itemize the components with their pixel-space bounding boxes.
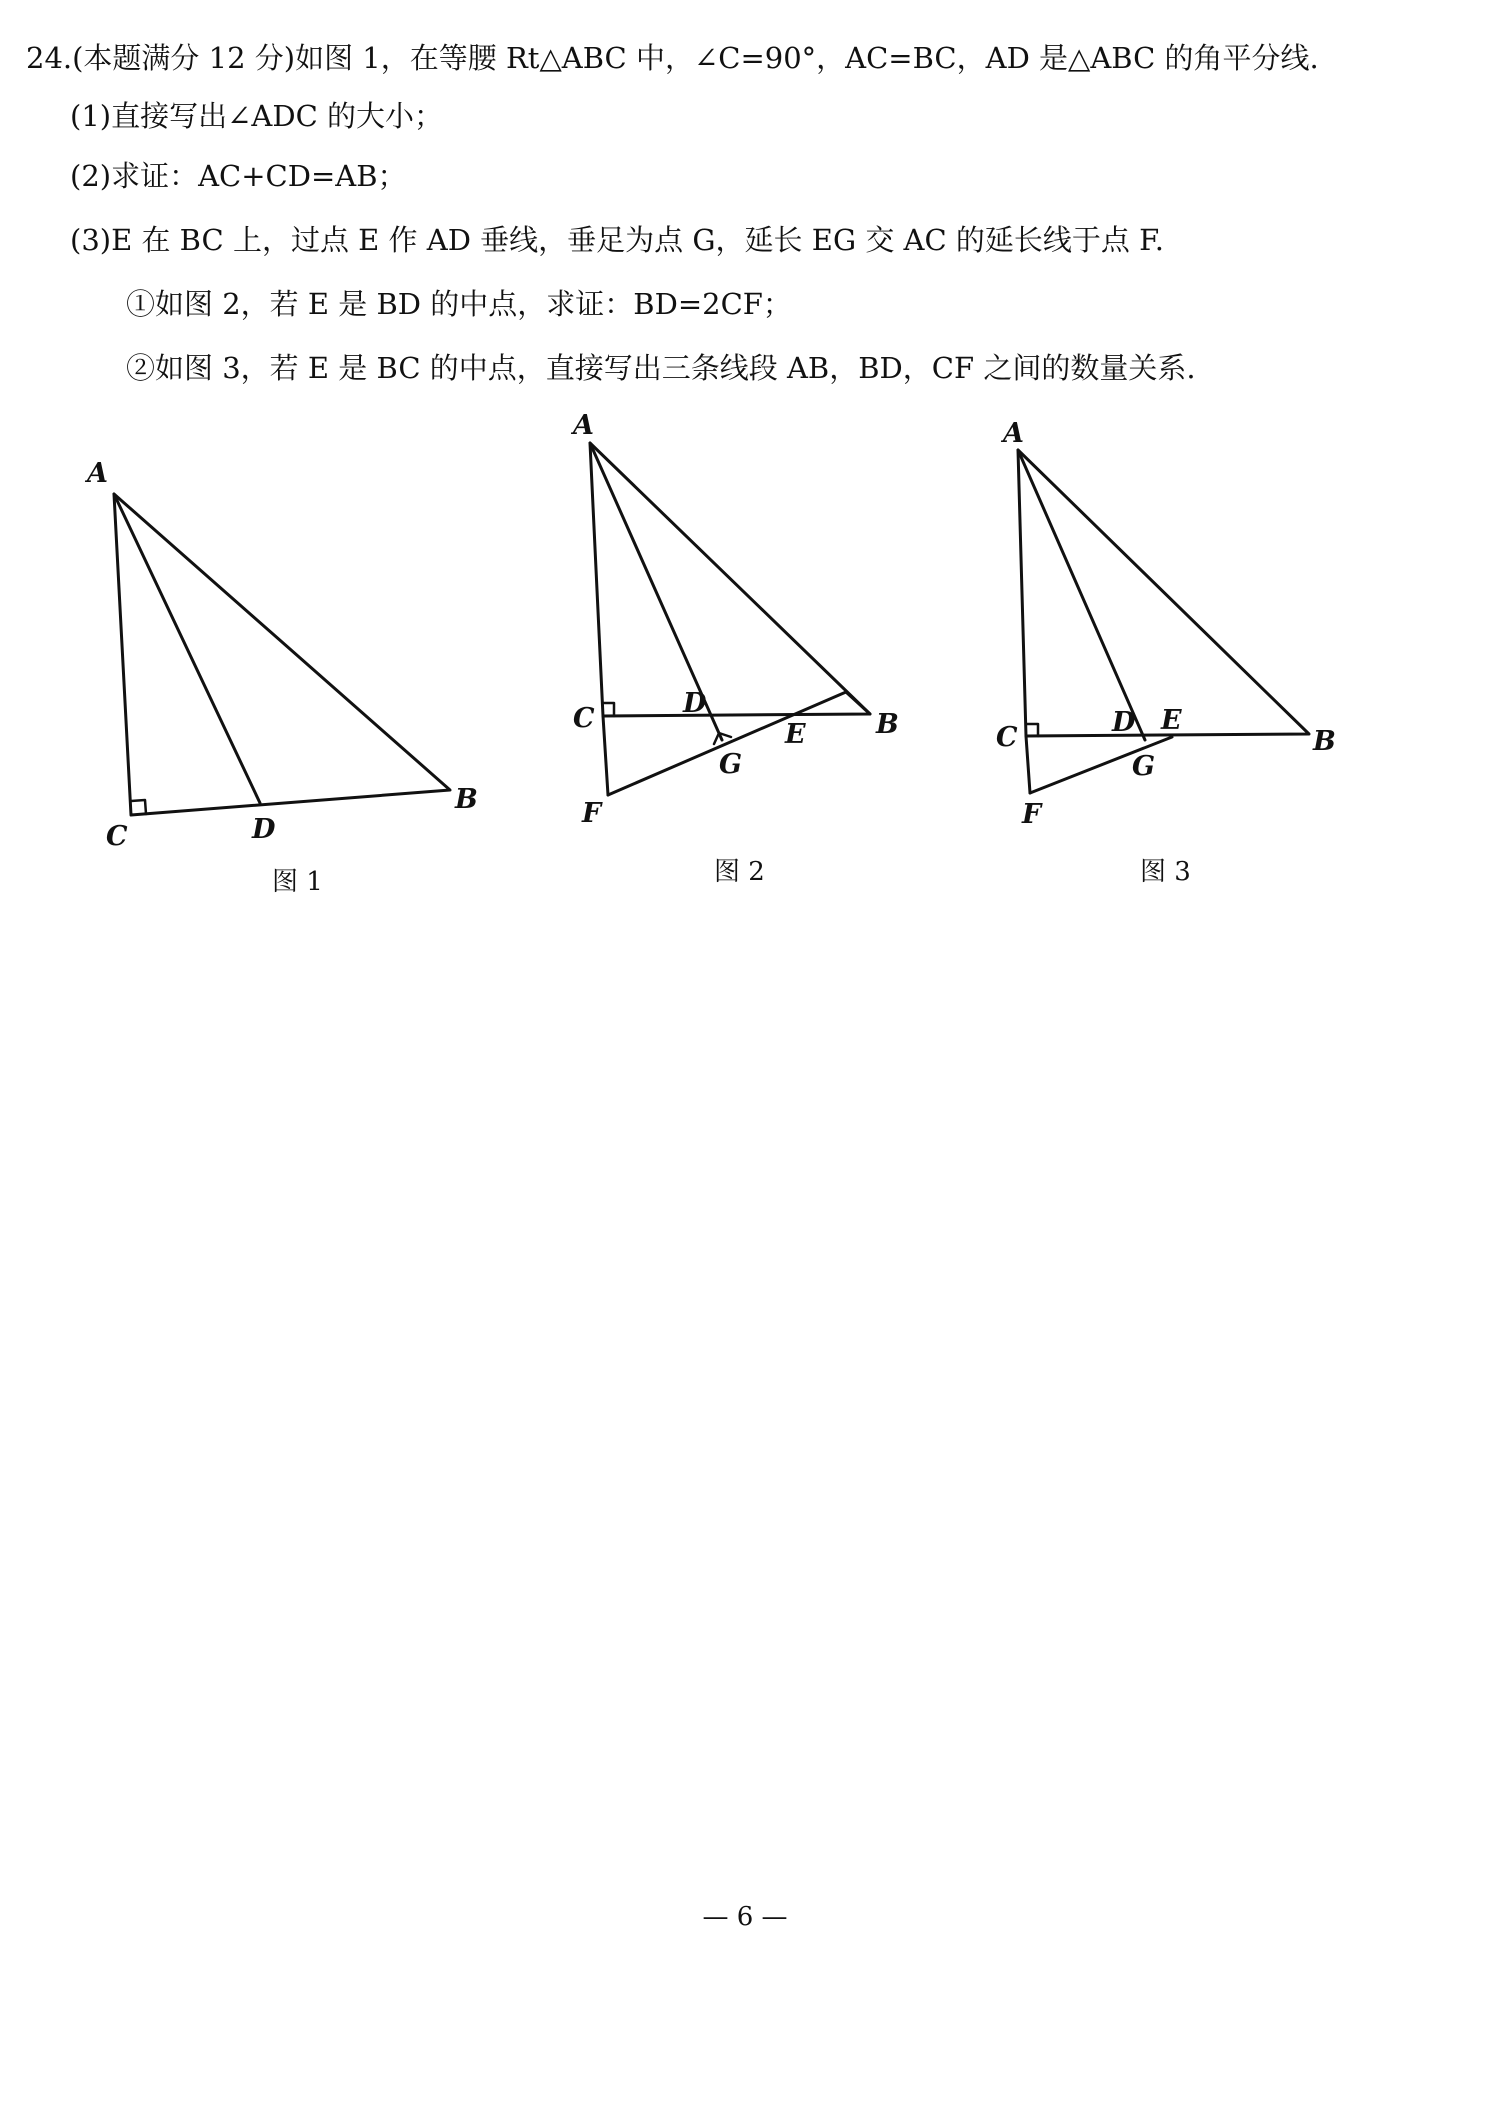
- fig1-label-c: C: [106, 821, 128, 852]
- fig1-bisector-ad: [114, 494, 260, 803]
- fig2-label-c: C: [573, 703, 595, 734]
- fig3-label-g: G: [1132, 751, 1156, 782]
- fig1-label-d: D: [252, 814, 276, 845]
- fig1-label-a: A: [87, 458, 108, 489]
- fig2-label-d: D: [683, 688, 707, 719]
- fig3-extension-cf: [1026, 736, 1030, 793]
- fig3-label-c: C: [996, 722, 1018, 753]
- page-number: — 6 —: [702, 1902, 788, 1932]
- fig3-triangle-abc: [1018, 450, 1309, 736]
- fig2-label-b: B: [876, 709, 899, 740]
- fig3-label-d: D: [1112, 707, 1136, 738]
- fig2-caption: 图 2: [714, 857, 765, 887]
- fig2-extension-cf: [603, 716, 608, 795]
- question-subpart-2: ②如图 3，若 E 是 BC 的中点，直接写出三条线段 AB，BD，CF 之间的数量关系.: [126, 351, 1196, 385]
- fig3-right-angle-c: [1026, 724, 1038, 736]
- fig3-label-a: A: [1003, 418, 1024, 449]
- figure-1-diagram: [114, 494, 450, 815]
- question-stem: 24.(本题满分 12 分)如图 1，在等腰 Rt△ABC 中，∠C=90°，AC=BC，AD 是△ABC 的角平分线.: [26, 41, 1319, 75]
- fig2-label-g: G: [719, 749, 743, 780]
- question-part-2: (2)求证：AC+CD=AB；: [70, 159, 407, 193]
- fig1-caption: 图 1: [272, 867, 323, 897]
- fig1-triangle-abc: [114, 494, 450, 815]
- figure-2-diagram: [590, 443, 870, 795]
- fig3-caption: 图 3: [1140, 857, 1191, 887]
- fig2-triangle-abc: [590, 443, 870, 716]
- fig2-label-a: A: [573, 410, 594, 441]
- fig1-label-b: B: [455, 784, 478, 815]
- fig1-right-angle-mark: [131, 800, 146, 814]
- fig3-label-b: B: [1313, 726, 1336, 757]
- figure-3-diagram: [1018, 450, 1309, 793]
- question-part-3: (3)E 在 BC 上，过点 E 作 AD 垂线，垂足为点 G，延长 EG 交 AC 的延长线于点 F.: [70, 223, 1164, 257]
- fig3-label-f: F: [1022, 799, 1042, 830]
- question-subpart-1: ①如图 2，若 E 是 BD 的中点，求证：BD=2CF；: [126, 287, 792, 321]
- fig3-bisector-ad: [1018, 450, 1145, 740]
- fig2-label-f: F: [582, 798, 602, 829]
- fig3-label-e: E: [1161, 705, 1182, 736]
- question-part-1: (1)直接写出∠ADC 的大小；: [70, 99, 443, 133]
- fig2-label-e: E: [785, 719, 806, 750]
- fig2-right-angle-c: [603, 703, 614, 716]
